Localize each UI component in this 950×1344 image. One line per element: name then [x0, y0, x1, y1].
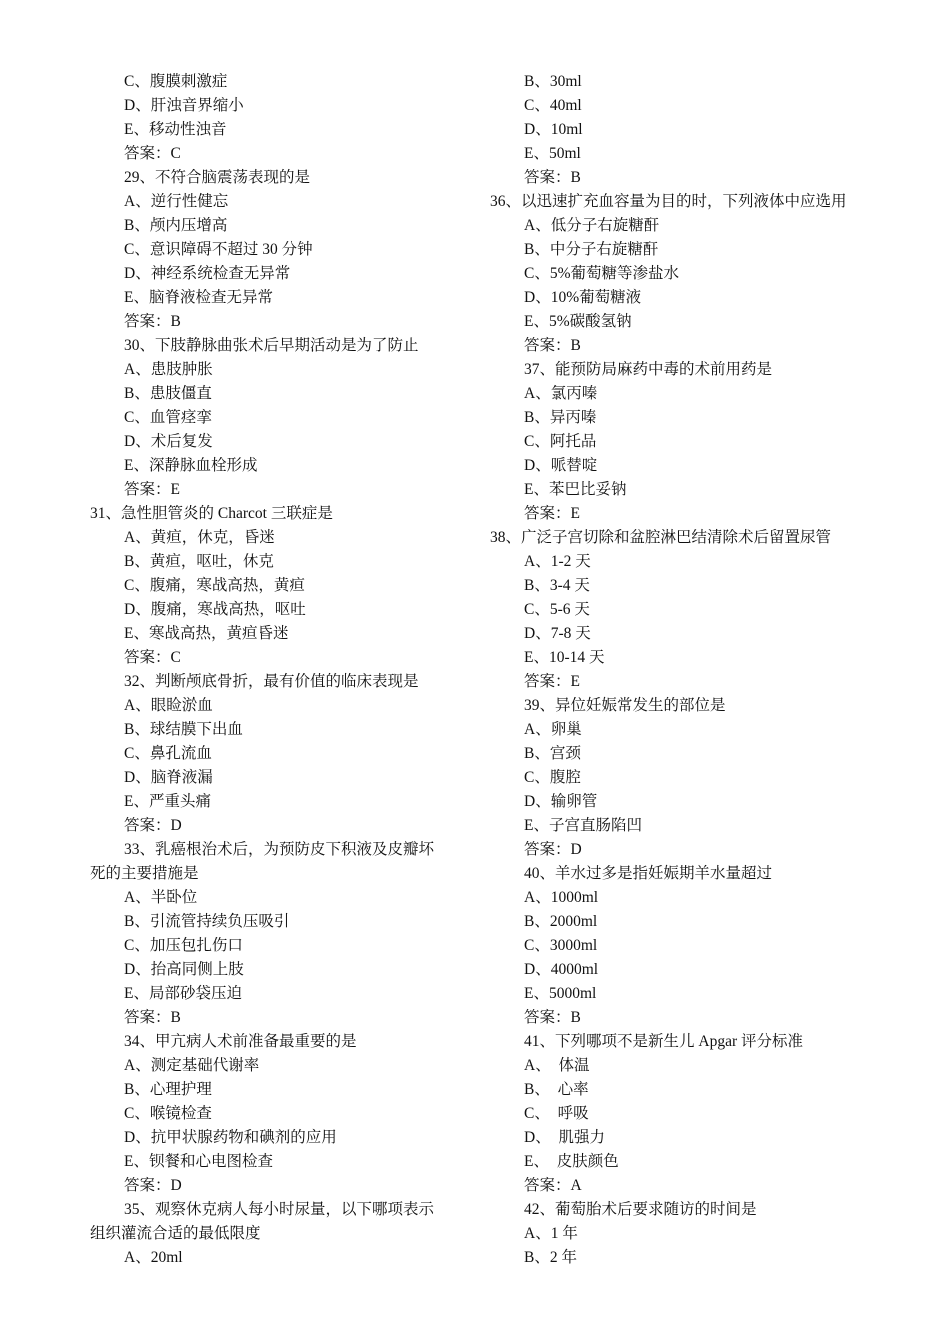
text-line: A、黄疸，休克，昏迷 — [124, 529, 275, 546]
text-line: E、 皮肤颜色 — [524, 1153, 619, 1170]
text-line: A、半卧位 — [124, 889, 198, 906]
text-line: 答案：A — [524, 1177, 582, 1194]
text-line: C、腹腔 — [524, 769, 581, 786]
text-line: B、2 年 — [524, 1249, 577, 1266]
text-line: B、黄疸，呕吐，休克 — [124, 553, 274, 570]
text-line: E、钡餐和心电图检查 — [124, 1153, 273, 1170]
text-line: 组织灌流合适的最低限度 — [90, 1225, 261, 1242]
text-line: B、患肢僵直 — [124, 385, 212, 402]
text-line: 41、下列哪项不是新生儿 Apgar 评分标准 — [524, 1033, 803, 1050]
text-line: C、40ml — [524, 97, 582, 114]
text-line: D、输卵管 — [524, 793, 598, 810]
text-line: C、3000ml — [524, 937, 598, 954]
text-line: B、宫颈 — [524, 745, 581, 762]
text-line: A、逆行性健忘 — [124, 193, 229, 210]
text-line: B、异丙嗪 — [524, 409, 597, 426]
text-line: B、中分子右旋糖酐 — [524, 241, 659, 258]
text-line: 答案：E — [124, 481, 180, 498]
text-line: D、抗甲状腺药物和碘剂的应用 — [124, 1129, 337, 1146]
text-line: 答案：E — [524, 673, 580, 690]
text-line: A、低分子右旋糖酐 — [524, 217, 660, 234]
text-line: A、患肢肿胀 — [124, 361, 213, 378]
text-line: E、苯巴比妥钠 — [524, 481, 627, 498]
text-line: 34、甲亢病人术前准备最重要的是 — [124, 1033, 357, 1050]
text-line: A、1000ml — [524, 889, 599, 906]
text-line: 32、判断颅底骨折，最有价值的临床表现是 — [124, 673, 419, 690]
text-line: A、 体温 — [524, 1057, 590, 1074]
text-line: B、引流管持续负压吸引 — [124, 913, 290, 930]
text-line: D、10%葡萄糖液 — [524, 289, 642, 306]
text-line: D、腹痛，寒战高热，呕吐 — [124, 601, 306, 618]
text-line: 35、观察休克病人每小时尿量，以下哪项表示 — [124, 1201, 435, 1218]
text-line: B、颅内压增高 — [124, 217, 228, 234]
text-line: A、测定基础代谢率 — [124, 1057, 260, 1074]
text-line: 42、葡萄胎术后要求随访的时间是 — [524, 1201, 757, 1218]
text-line: E、50ml — [524, 145, 581, 162]
text-line: D、4000ml — [524, 961, 599, 978]
text-line: 29、不符合脑震荡表现的是 — [124, 169, 311, 186]
text-line: E、5%碳酸氢钠 — [524, 313, 632, 330]
text-line: 40、羊水过多是指妊娠期羊水量超过 — [524, 865, 773, 882]
text-line: 答案：E — [524, 505, 580, 522]
text-line: A、卵巢 — [524, 721, 582, 738]
text-line: D、7-8 天 — [524, 625, 591, 642]
text-line: 答案：B — [524, 337, 581, 354]
text-line: 38、广泛子宫切除和盆腔淋巴结清除术后留置尿管 — [490, 529, 832, 546]
text-line: B、 心率 — [524, 1081, 589, 1098]
text-line: B、球结膜下出血 — [124, 721, 243, 738]
text-line: 答案：B — [124, 313, 181, 330]
text-line: E、寒战高热，黄疸昏迷 — [124, 625, 289, 642]
text-line: B、2000ml — [524, 913, 598, 930]
text-line: D、抬高同侧上肢 — [124, 961, 244, 978]
text-line: 31、急性胆管炎的 Charcot 三联症是 — [90, 505, 333, 522]
text-line: 答案：D — [124, 817, 182, 834]
text-line: A、1-2 天 — [524, 553, 591, 570]
text-line: D、10ml — [524, 121, 583, 138]
text-line: A、20ml — [124, 1249, 183, 1266]
text-line: B、心理护理 — [124, 1081, 212, 1098]
text-line: E、严重头痛 — [124, 793, 211, 810]
text-line: C、喉镜检查 — [124, 1105, 212, 1122]
text-line: 答案：B — [124, 1009, 181, 1026]
text-line: D、哌替啶 — [524, 457, 598, 474]
text-line: A、氯丙嗪 — [524, 385, 598, 402]
text-line: C、鼻孔流血 — [124, 745, 212, 762]
text-line: 答案：C — [124, 145, 181, 162]
text-line: E、深静脉血栓形成 — [124, 457, 258, 474]
text-line: C、加压包扎伤口 — [124, 937, 243, 954]
text-line: A、1 年 — [524, 1225, 578, 1242]
text-line: C、血管痉挛 — [124, 409, 212, 426]
text-line: A、眼睑淤血 — [124, 697, 213, 714]
text-line: D、 肌强力 — [524, 1129, 605, 1146]
text-line: 36、以迅速扩充血容量为目的时，下列液体中应选用 — [490, 193, 847, 210]
text-line: E、5000ml — [524, 985, 597, 1002]
text-line: C、5-6 天 — [524, 601, 590, 618]
text-line: 37、能预防局麻药中毒的术前用药是 — [524, 361, 773, 378]
text-line: E、局部砂袋压迫 — [124, 985, 242, 1002]
text-line: 死的主要措施是 — [90, 865, 199, 882]
text-line: 30、下肢静脉曲张术后早期活动是为了防止 — [124, 337, 419, 354]
text-line: C、5%葡萄糖等渗盐水 — [524, 265, 680, 282]
text-line: D、术后复发 — [124, 433, 213, 450]
text-line: 答案：C — [124, 649, 181, 666]
text-line: E、子宫直肠陷凹 — [524, 817, 642, 834]
text-line: 33、乳癌根治术后，为预防皮下积液及皮瓣坏 — [124, 841, 435, 858]
text-line: C、腹痛，寒战高热，黄疸 — [124, 577, 305, 594]
text-line: D、肝浊音界缩小 — [124, 97, 244, 114]
text-line: E、移动性浊音 — [124, 121, 227, 138]
text-line: C、 呼吸 — [524, 1105, 589, 1122]
text-line: D、神经系统检查无异常 — [124, 265, 291, 282]
text-line: D、脑脊液漏 — [124, 769, 213, 786]
text-line: C、阿托品 — [524, 433, 597, 450]
text-line: 答案：D — [524, 841, 582, 858]
right-column — [490, 70, 890, 1270]
text-line: 39、异位妊娠常发生的部位是 — [524, 697, 726, 714]
text-line: B、3-4 天 — [524, 577, 590, 594]
text-line: E、脑脊液检查无异常 — [124, 289, 273, 306]
text-line: 答案：B — [524, 1009, 581, 1026]
text-line: E、10-14 天 — [524, 649, 605, 666]
left-column — [90, 70, 470, 1270]
text-line: B、30ml — [524, 73, 582, 90]
text-line: 答案：D — [124, 1177, 182, 1194]
text-line: C、腹膜刺激症 — [124, 73, 228, 90]
text-line: C、意识障碍不超过 30 分钟 — [124, 241, 313, 258]
text-line: 答案：B — [524, 169, 581, 186]
